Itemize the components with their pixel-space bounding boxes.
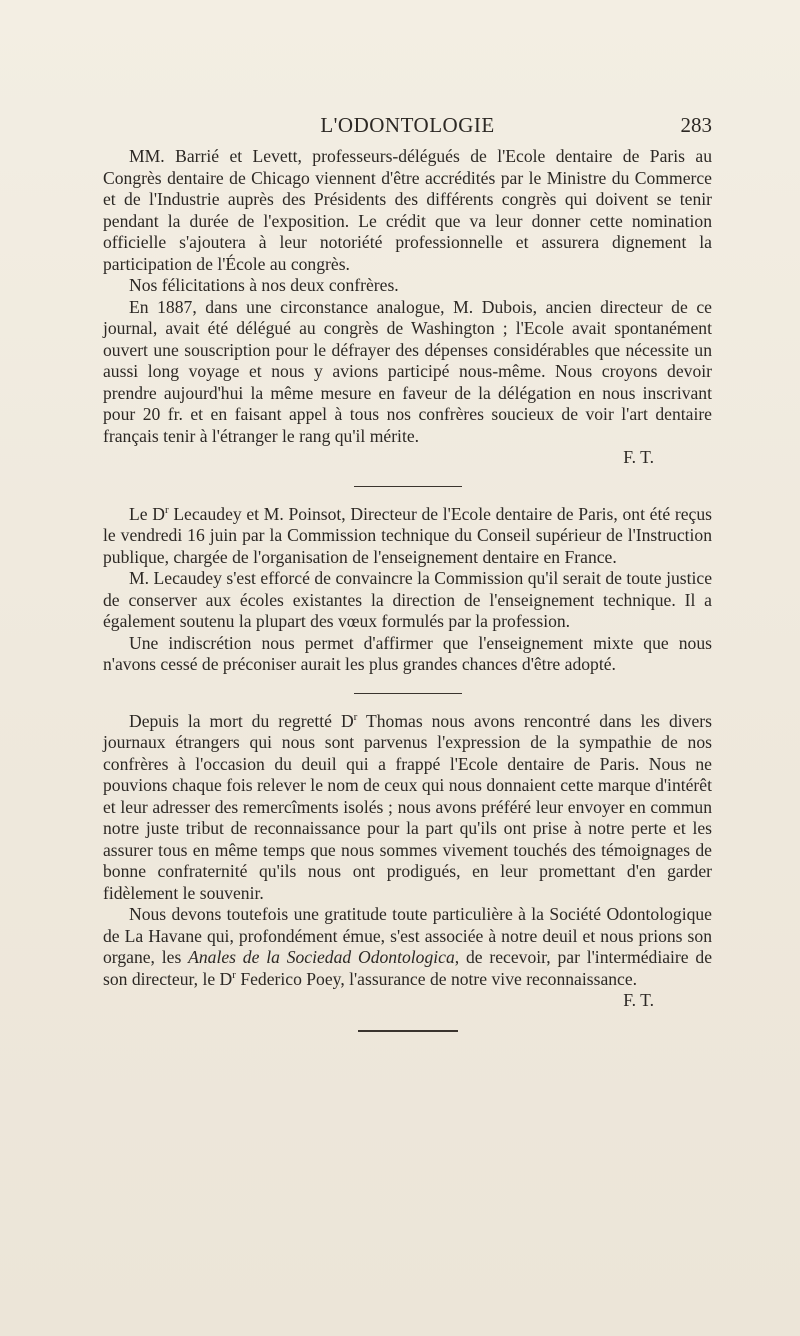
paragraph: M. Lecaudey s'est efforcé de convaincre la Commission qu'il serait de toute justice de conserver aux écoles existantes la direction de l'enseignement technique. Il a également soutenu la plupart des vœux formulés par la profession. xyxy=(103,568,712,631)
article-body xyxy=(103,146,712,1049)
text-fragment: Thomas nous avons rencontré dans les divers journaux étrangers qui nous sont parvenus l'expression de la sympathie de nos confrères à l'occasion du deuil qui a frappé l'Ecole dentaire de Paris. Nous ne pouvions chaque fois relever le nom de ceux qui nous donnaient cette marque d'intérêt et leur adresser des remercîments isolés ; nous avons préféré leur envoyer en commun notre juste tribut de reconnaissance pour la part qu'ils ont prise à notre perte et les assurer tous en même temps que nous sommes vivement touchés des témoignages de bonne confraternité qu'ils nous ont prodigués, en leur promettant d'en garder fidèlement le souvenir. xyxy=(103,710,712,903)
text-fragment: , de recevoir, par l'intermédiaire de son directeur, le D xyxy=(103,947,712,989)
text-fragment: Le D xyxy=(129,503,165,524)
text-fragment: Lecaudey et M. Poinsot, Directeur de l'Ecole dentaire de Paris, ont été reçus le vendredi 16 juin par la Commission technique du Conseil supérieur de l'Instruction publique, chargée de l'organisation de l'enseignement dentaire en France. xyxy=(103,503,712,567)
page-number: 283 xyxy=(680,113,712,137)
section-thomas-mourning xyxy=(103,711,712,1012)
section-divider xyxy=(354,693,462,694)
text-fragment: Nous devons toutefois une gratitude toute particulière à la Société Odontologique de La Havane qui, profondément émue, s'est associée à notre deuil et nous prions son organe, les xyxy=(103,904,712,967)
paragraph: En 1887, dans une circonstance analogue, M. Dubois, ancien directeur de ce journal, avait été délégué au congrès de Washington ; l'Ecole avait spontanément ouvert une souscription pour le défrayer des dépenses considérables que nécessite un aussi long voyage et nous y avions participé nous-même. Nous croyons devoir prendre aujourd'hui la même mesure en faveur de la délégation en nous inscrivant pour 20 fr. et en faisant appel à tous nos confrères soucieux de voir l'art dentaire français tenir à l'étranger le rang qu'il mérite. xyxy=(103,296,712,446)
section-divider xyxy=(358,1030,458,1032)
superscript: r xyxy=(353,710,358,723)
paragraph xyxy=(103,504,712,569)
running-head xyxy=(103,113,712,143)
paragraph: Nos félicitations à nos deux confrères. xyxy=(129,275,399,295)
section-commission xyxy=(103,504,712,676)
paragraph: Une indiscrétion nous permet d'affirmer que l'enseignement mixte que nous n'avons cessé de préconiser aurait les plus grandes chances d'être adopté. xyxy=(103,632,712,674)
section-chicago-congress xyxy=(103,146,712,469)
superscript: r xyxy=(164,503,169,516)
paragraph: MM. Barrié et Levett, professeurs-délégués de l'Ecole dentaire de Paris au Congrès dentaire de Chicago viennent d'être accrédités par le Ministre du Commerce et de l'Industrie auprès des Présidents des différents congrès qui doivent se tenir pendant la durée de l'exposition. Le crédit que va leur donner cette nomination officielle s'ajoutera à leur notoriété professionnelle et assurera dignement la participation de l'École au congrès. xyxy=(103,146,712,274)
journal-title: Anales de la Sociedad Odontologica xyxy=(188,947,455,967)
signature: F. T. xyxy=(623,447,654,467)
paragraph xyxy=(103,904,712,990)
text-fragment: Depuis la mort du regretté D xyxy=(129,710,354,731)
paragraph xyxy=(103,711,712,905)
running-title: L'ODONTOLOGIE xyxy=(320,113,495,137)
signature: F. T. xyxy=(623,990,654,1010)
section-divider xyxy=(354,486,462,487)
text-fragment: Federico Poey, l'assurance de notre vive reconnaissance. xyxy=(235,968,638,989)
superscript: r xyxy=(232,968,236,981)
